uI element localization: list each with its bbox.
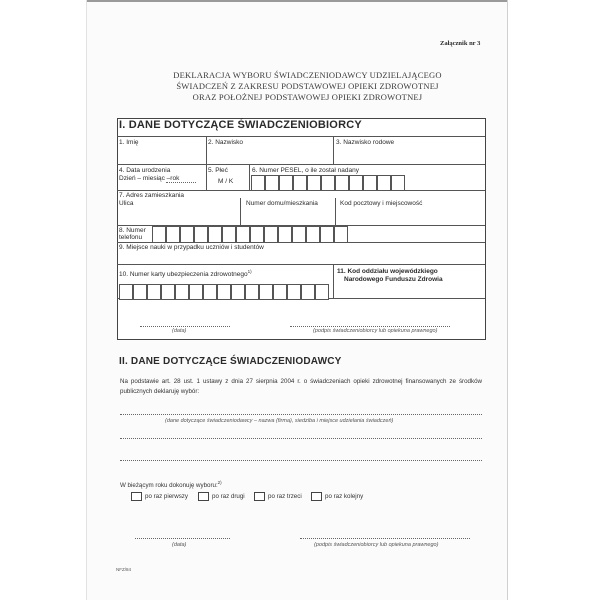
house-number-label: Numer domu/mieszkania <box>246 200 318 207</box>
pesel-digit-cell[interactable] <box>293 175 307 191</box>
footer-code: NFZ/84 <box>116 567 132 572</box>
title-line-2: ŚWIADCZEŃ Z ZAKRESU PODSTAWOWEJ OPIEKI ZDROWOTNEJ <box>176 81 439 91</box>
rule <box>117 136 485 137</box>
nfz-label-1: 11. Kod oddziału wojewódzkiego <box>337 268 438 275</box>
rule <box>333 136 334 164</box>
pesel-digit-cell[interactable] <box>335 175 349 191</box>
pesel-digit-cell[interactable] <box>321 175 335 191</box>
date-dots <box>135 538 230 539</box>
sex-label: 5. Płeć <box>208 167 228 174</box>
pesel-digit-cell[interactable] <box>265 175 279 191</box>
phone-digit-cell[interactable] <box>320 226 334 243</box>
pesel-digit-cell[interactable] <box>349 175 363 191</box>
phone-digit-cell[interactable] <box>250 226 264 243</box>
birth-date-hint: Dzień – miesiąc –rok <box>119 175 180 182</box>
rule <box>206 164 207 190</box>
street-label: Ulica <box>119 200 134 207</box>
insurance-digit-cell[interactable] <box>189 284 203 300</box>
date-caption: (data) <box>172 328 187 334</box>
signature-caption-2: (podpis świadczeniobiorcy lub opiekuna prawnego) <box>314 542 439 548</box>
choice-first-label: po raz pierwszy <box>145 493 188 500</box>
insurance-digit-cell[interactable] <box>119 284 133 300</box>
birth-date-label: 4. Data urodzenia <box>119 167 171 174</box>
date-dots <box>140 326 230 327</box>
phone-label-2: telefonu <box>119 234 143 241</box>
insurance-digit-cell[interactable] <box>287 284 301 300</box>
insurance-digit-cell[interactable] <box>245 284 259 300</box>
family-name-label: 3. Nazwisko rodowe <box>336 139 395 146</box>
insurance-footnote-ref: 1) <box>247 269 252 274</box>
choice-third-label: po raz trzeci <box>268 493 302 500</box>
checkbox[interactable] <box>131 492 142 501</box>
phone-digit-cell[interactable] <box>180 226 194 243</box>
surname-label: 2. Nazwisko <box>208 139 244 146</box>
title-line-1: DEKLARACJA WYBORU ŚWIADCZENIODAWCY UDZIELAJĄCEGO <box>173 70 442 80</box>
phone-digit-cell[interactable] <box>236 226 250 243</box>
insurance-digit-cell[interactable] <box>147 284 161 300</box>
insurance-digit-cell[interactable] <box>203 284 217 300</box>
insurance-digit-cell[interactable] <box>231 284 245 300</box>
insurance-digit-cell[interactable] <box>301 284 315 300</box>
address-label: 7. Adres zamieszkania <box>119 192 185 199</box>
rule <box>117 264 485 265</box>
annex-label: Załącznik nr 3 <box>440 40 481 47</box>
section2-heading: II. DANE DOTYCZĄCE ŚWIADCZENIODAWCY <box>119 356 342 367</box>
pesel-digit-cell[interactable] <box>279 175 293 191</box>
phone-digit-cell[interactable] <box>222 226 236 243</box>
phone-label-1: 8. Numer <box>119 227 146 234</box>
phone-digit-cell[interactable] <box>166 226 180 243</box>
choice-second-label: po raz drugi <box>212 493 245 500</box>
provider-line <box>120 438 482 439</box>
choice-first[interactable] <box>131 492 188 501</box>
choice-second[interactable] <box>198 492 245 501</box>
sheet-top-edge <box>87 0 507 8</box>
phone-digit-cell[interactable] <box>334 226 348 243</box>
birth-date-dots <box>166 182 196 183</box>
insurance-digit-cell[interactable] <box>175 284 189 300</box>
insurance-card-text: 10. Numer karty ubezpieczenia zdrowotnego <box>119 271 248 279</box>
insurance-digit-cell[interactable] <box>315 284 329 300</box>
insurance-card-label <box>119 268 252 278</box>
rule <box>240 198 241 225</box>
signature-caption: (podpis świadczeniobiorcy lub opiekuna prawnego) <box>313 328 438 334</box>
sex-options: M / K <box>218 178 234 185</box>
nfz-label-2: Narodowego Funduszu Zdrowia <box>344 276 443 283</box>
signature-dots <box>300 538 470 539</box>
choice-next-label: po raz kolejny <box>325 493 364 500</box>
signature-dots <box>290 326 450 327</box>
phone-digit-cell[interactable] <box>292 226 306 243</box>
first-name-label: 1. Imię <box>119 139 139 146</box>
rule <box>249 164 250 190</box>
choice-next[interactable] <box>311 492 363 501</box>
provider-line <box>120 460 482 461</box>
insurance-digit-cell[interactable] <box>133 284 147 300</box>
pesel-digit-cell[interactable] <box>251 175 265 191</box>
provider-line <box>120 414 482 415</box>
phone-digit-cell[interactable] <box>306 226 320 243</box>
rule <box>206 136 207 164</box>
section1-heading: I. DANE DOTYCZĄCE ŚWIADCZENIOBIORCY <box>119 119 362 131</box>
pesel-digit-cell[interactable] <box>363 175 377 191</box>
postal-city-label: Kod pocztowy i miejscowość <box>340 200 423 207</box>
choice-intro-text: W bieżącym roku dokonuję wyboru: <box>120 482 218 490</box>
declaration-paragraph: Na podstawie art. 28 ust. 1 ustawy z dnia 27 sierpnia 2004 r. o świadczeniach opieki zdrowotnej finansowanych ze środków publicznych deklaruję wybór: <box>120 378 482 395</box>
insurance-digit-cell[interactable] <box>259 284 273 300</box>
phone-digit-cell[interactable] <box>152 226 166 243</box>
pesel-digit-cell[interactable] <box>391 175 405 191</box>
pesel-digit-cell[interactable] <box>307 175 321 191</box>
checkbox[interactable] <box>198 492 209 501</box>
document-title <box>110 70 505 103</box>
pesel-label: 6. Numer PESEL, o ile został nadany <box>252 167 359 174</box>
rule <box>335 198 336 225</box>
choice-intro <box>120 479 222 489</box>
choice-third[interactable] <box>254 492 302 501</box>
school-label: 9. Miejsce nauki w przypadku uczniów i studentów <box>119 244 264 251</box>
title-line-3: ORAZ POŁOŻNEJ PODSTAWOWEJ OPIEKI ZDROWOTNEJ <box>192 92 423 102</box>
rule <box>333 264 334 298</box>
pesel-digit-cell[interactable] <box>377 175 391 191</box>
checkbox[interactable] <box>311 492 322 501</box>
insurance-digit-cell[interactable] <box>217 284 231 300</box>
choice-footnote-ref: 2) <box>217 480 222 485</box>
phone-digit-cell[interactable] <box>278 226 292 243</box>
rule <box>117 164 485 165</box>
phone-digit-cell[interactable] <box>264 226 278 243</box>
insurance-digit-cell[interactable] <box>273 284 287 300</box>
phone-digit-cell[interactable] <box>194 226 208 243</box>
checkbox[interactable] <box>254 492 265 501</box>
date-caption-2: (data) <box>172 542 187 548</box>
provider-caption: (dane dotyczące świadczeniodawcy – nazwa (firma), siedziba i miejsce udzielania świadczeń) <box>165 418 394 424</box>
phone-digit-cell[interactable] <box>208 226 222 243</box>
insurance-digit-cell[interactable] <box>161 284 175 300</box>
